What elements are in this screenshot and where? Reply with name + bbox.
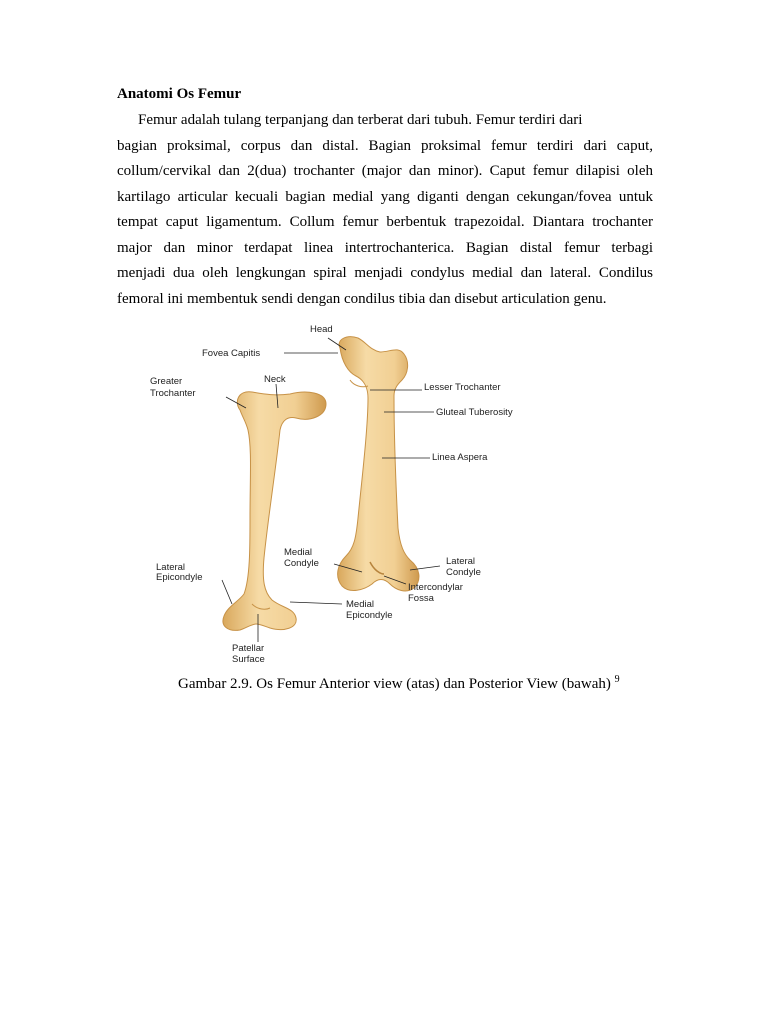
label-lateral-condyle-2: Condyle xyxy=(446,567,481,578)
paragraph-line: collum/cervikal dan 2(dua) trochanter (major dan minor). Caput femur dilapisi oleh xyxy=(117,163,653,179)
figure-caption xyxy=(178,676,620,693)
label-greater-trochanter-1: Greater xyxy=(150,376,183,387)
paragraph-line: bagian proksimal, corpus dan distal. Bagian proksimal femur terdiri dari caput, xyxy=(117,137,653,154)
label-linea-aspera: Linea Aspera xyxy=(432,452,488,463)
label-lateral-epicondyle-2: Epicondyle xyxy=(156,572,203,583)
section-title: Anatomi Os Femur xyxy=(117,86,242,102)
label-medial-epicondyle-2: Epicondyle xyxy=(346,610,393,621)
label-medial-condyle-2: Condyle xyxy=(284,558,319,569)
paragraph-line: major dan minor terdapat linea intertrochanterica. Bagian distal femur terbagi xyxy=(117,239,653,256)
label-intercondylar-fossa-1: Intercondylar xyxy=(408,582,463,593)
femur-illustration xyxy=(140,318,540,666)
label-fovea-capitis: Fovea Capitis xyxy=(202,348,261,359)
paragraph-line: femoral ini membentuk sendi dengan condilus tibia dan disebut articulation genu. xyxy=(117,290,607,307)
paragraph-line: Femur adalah tulang terpanjang dan terberat dari tubuh. Femur terdiri dari xyxy=(138,112,583,128)
label-medial-condyle-1: Medial xyxy=(284,547,312,558)
paragraph-line: kartilago articular kecuali bagian medial yang diganti dengan cekungan/fovea untuk xyxy=(117,188,653,205)
label-head: Head xyxy=(310,324,333,335)
label-gluteal-tuberosity: Gluteal Tuberosity xyxy=(436,407,513,418)
caption-footnote-ref: 9 xyxy=(614,674,620,685)
label-medial-epicondyle-1: Medial xyxy=(346,599,374,610)
anterior-femur xyxy=(223,392,326,631)
label-patellar-surface-2: Surface xyxy=(232,654,265,665)
label-greater-trochanter-2: Trochanter xyxy=(150,388,196,399)
label-lesser-trochanter: Lesser Trochanter xyxy=(424,382,501,393)
body-paragraph xyxy=(117,108,653,312)
label-neck: Neck xyxy=(264,374,286,385)
label-lateral-epicondyle-1: Lateral xyxy=(156,562,186,573)
posterior-femur xyxy=(338,337,419,591)
femur-figure xyxy=(140,318,540,666)
caption-text: Gambar 2.9. Os Femur Anterior view (atas) dan Posterior View (bawah) xyxy=(178,676,611,692)
paragraph-line: tempat caput ligamentum. Collum femur berbentuk trapezoidal. Diantara trochanter xyxy=(117,214,653,230)
label-lateral-condyle-1: Lateral xyxy=(446,556,476,567)
label-intercondylar-fossa-2: Fossa xyxy=(408,593,434,604)
paragraph-line: menjadi dua oleh lengkungan spiral menjadi condylus medial dan lateral. Condilus xyxy=(117,265,653,281)
label-patellar-surface-1: Patellar xyxy=(232,643,265,654)
